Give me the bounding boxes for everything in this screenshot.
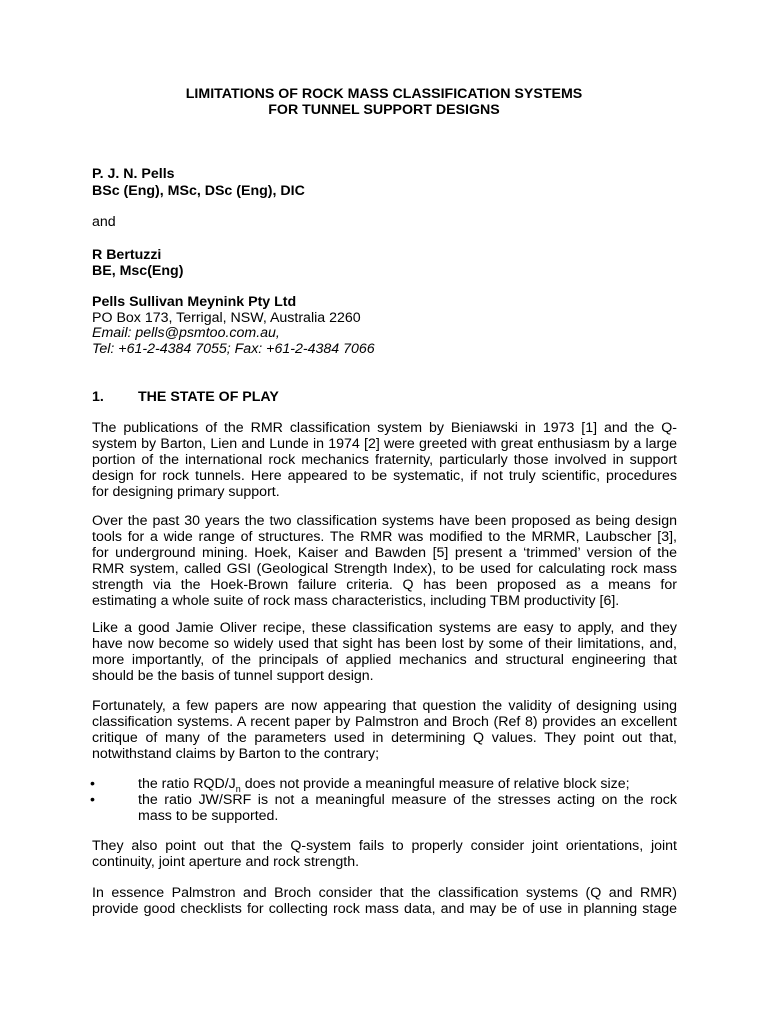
paragraph-4 bbox=[92, 698, 677, 762]
bullet-text: the ratio RQD/J bbox=[138, 776, 236, 792]
author-2-qualifications: BE, Msc(Eng) bbox=[92, 263, 184, 279]
email-address: Email: pells@psmtoo.com.au, bbox=[92, 325, 280, 341]
bullet-icon: • bbox=[90, 776, 95, 792]
bullet-item-1 bbox=[138, 776, 677, 792]
paragraph-5 bbox=[92, 838, 677, 870]
paragraph-line: They also point out that the Q-system fails to properly consider joint orientations, joint bbox=[92, 838, 677, 854]
paragraph-3 bbox=[92, 620, 677, 684]
paragraph-1 bbox=[92, 420, 677, 500]
phone-fax: Tel: +61-2-4384 7055; Fax: +61-2-4384 7066 bbox=[92, 341, 375, 357]
paragraph-6 bbox=[92, 885, 677, 917]
title-line-2: FOR TUNNEL SUPPORT DESIGNS bbox=[268, 102, 500, 118]
paragraph-line: notwithstand claims by Barton to the contrary; bbox=[92, 746, 380, 762]
title-line-1: LIMITATIONS OF ROCK MASS CLASSIFICATION SYSTEMS bbox=[185, 86, 583, 102]
bullet-item-2 bbox=[138, 792, 677, 824]
company-name: Pells Sullivan Meynink Pty Ltd bbox=[92, 294, 297, 310]
bullet-line: the ratio JW/SRF is not a meaningful measure of the stresses acting on the rock bbox=[138, 792, 677, 808]
paragraph-line: design for rock tunnels. Here appeared to be systematic, if not truly scientific, procedures bbox=[92, 468, 677, 484]
postal-address: PO Box 173, Terrigal, NSW, Australia 2260 bbox=[92, 310, 361, 326]
paragraph-line: Over the past 30 years the two classification systems have been proposed as being design bbox=[92, 513, 677, 529]
section-number: 1. bbox=[92, 389, 104, 405]
paragraph-line: provide good checklists for collecting rock mass data, and may be of use in planning stage bbox=[92, 901, 677, 917]
bullet-icon: • bbox=[90, 792, 95, 808]
paragraph-line: tools for a wide range of structures. The RMR was modified to the MRMR, Laubscher [3], bbox=[92, 529, 677, 545]
paragraph-line: classification systems. A recent paper by Palmstron and Broch (Ref 8) provides an excellent bbox=[92, 714, 677, 730]
and-text: and bbox=[92, 214, 116, 230]
paragraph-line: continuity, joint aperture and rock strength. bbox=[92, 854, 360, 870]
paragraph-line: In essence Palmstron and Broch consider that the classification systems (Q and RMR) bbox=[92, 885, 677, 901]
paragraph-line: more importantly, of the principals of applied mechanics and structural engineering that bbox=[92, 652, 677, 668]
paragraph-line: Like a good Jamie Oliver recipe, these classification systems are easy to apply, and they bbox=[92, 620, 677, 636]
bullet-line: mass to be supported. bbox=[138, 808, 279, 824]
paragraph-line: have now become so widely used that sight has been lost by some of their limitations, and, bbox=[92, 636, 677, 652]
author-1-qualifications: BSc (Eng), MSc, DSc (Eng), DIC bbox=[92, 183, 305, 199]
paragraph-line: for underground mining. Hoek, Kaiser and Bawden [5] present a ‘trimmed’ version of the bbox=[92, 545, 677, 561]
paragraph-line: system by Barton, Lien and Lunde in 1974 [2] were greeted with great enthusiasm by a large bbox=[92, 436, 677, 452]
paragraph-line: critique of many of the parameters used in determining Q values. They point out that, bbox=[92, 730, 677, 746]
author-1-name: P. J. N. Pells bbox=[92, 166, 175, 182]
section-heading: THE STATE OF PLAY bbox=[138, 389, 279, 405]
paragraph-line: should be the basis of tunnel support design. bbox=[92, 668, 374, 684]
subscript: n bbox=[235, 783, 241, 794]
paragraph-line: The publications of the RMR classification system by Bieniawski in 1973 [1] and the Q- bbox=[92, 420, 677, 436]
author-2-name: R Bertuzzi bbox=[92, 247, 162, 263]
bullet-line bbox=[138, 776, 677, 792]
bullet-text: does not provide a meaningful measure of relative block size; bbox=[240, 776, 630, 792]
paragraph-line: estimating a whole suite of rock mass characteristics, including TBM productivity [6]. bbox=[92, 593, 620, 609]
paragraph-line: Fortunately, a few papers are now appearing that question the validity of designing using bbox=[92, 698, 677, 714]
paragraph-line: RMR system, called GSI (Geological Strength Index), to be used for calculating rock mass bbox=[92, 561, 677, 577]
paragraph-line: strength via the Hoek-Brown failure criteria. Q has been proposed as a means for bbox=[92, 577, 677, 593]
paragraph-line: portion of the international rock mechanics fraternity, particularly those involved in support bbox=[92, 452, 677, 468]
paragraph-line: for designing primary support. bbox=[92, 484, 280, 500]
paragraph-2 bbox=[92, 513, 677, 609]
